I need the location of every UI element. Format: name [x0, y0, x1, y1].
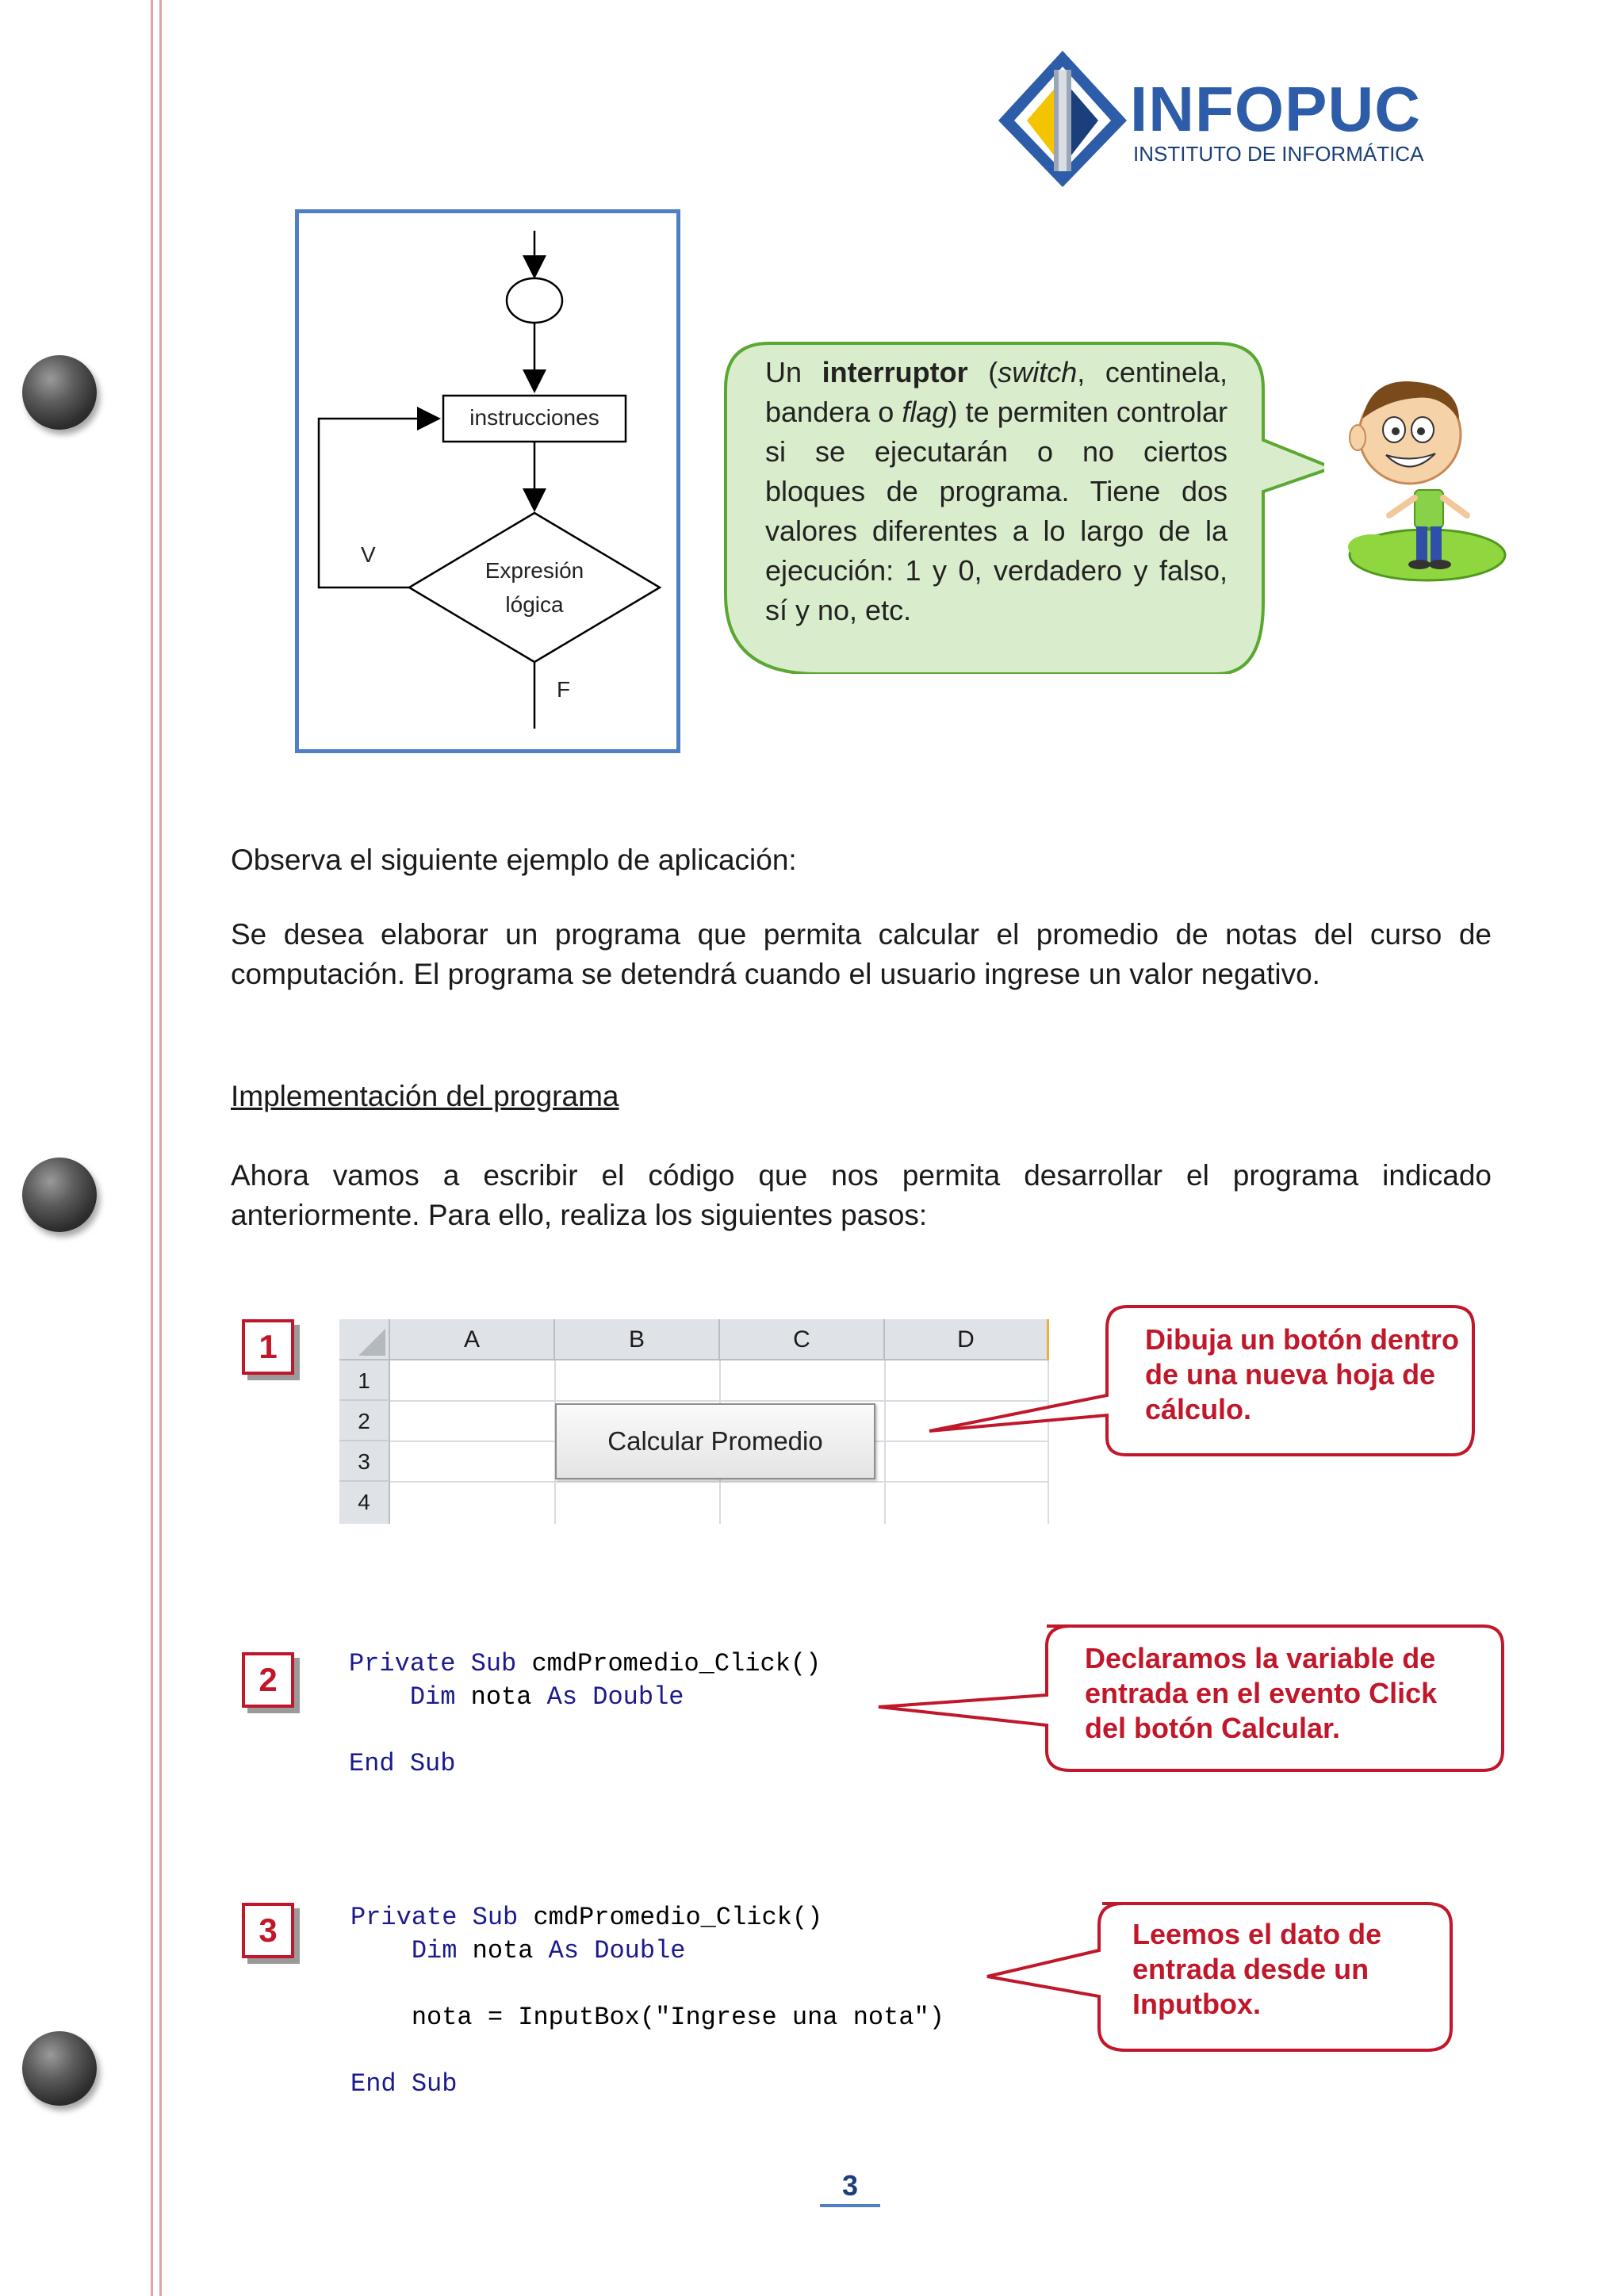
callout-3-text: Leemos el dato de entrada desde un Inputbox. — [1132, 1918, 1382, 2020]
margin-line-right — [159, 0, 162, 2296]
code-line-3 — [349, 1747, 821, 1781]
code-keyword: Double — [592, 1682, 684, 1712]
flowchart-true-label: V — [361, 542, 376, 567]
code-snippet-step-2 — [349, 1647, 821, 1781]
code-line-1 — [350, 1901, 944, 1934]
code-line-1 — [349, 1647, 821, 1681]
binder-hole-bottom — [22, 2031, 97, 2106]
bubble-text-start: Un — [765, 356, 822, 388]
problem-text: Se desea elaborar un programa que permita calcular el promedio de notas del curso de computación. El programa se detendrá cuando el usuario ingrese un valor negativo. — [231, 918, 1492, 990]
cartoon-boy-illustration — [1340, 371, 1507, 585]
logo-subtitle: INSTITUTO DE INFORMÁTICA — [1133, 142, 1424, 166]
bubble-text-bold: interruptor — [822, 356, 968, 388]
instructions-text: Ahora vamos a escribir el código que nos permita desarrollar el programa indicado anteriormente. Para ello, realiza los siguientes pasos: — [231, 1159, 1492, 1231]
row-header-4[interactable]: 4 — [339, 1482, 390, 1524]
section-heading: Implementación del programa — [231, 1080, 619, 1112]
flowchart-frame — [295, 209, 680, 753]
binder-hole-top — [22, 355, 97, 430]
logo-emblem-icon — [995, 48, 1130, 190]
callout-2-text: Declaramos la variable de entrada en el evento Click del botón Calcular. — [1085, 1642, 1438, 1744]
intro-text: Observa el siguiente ejemplo de aplicación: — [231, 844, 797, 876]
code-keyword: As — [548, 1936, 580, 1965]
flowchart-false-label: F — [557, 677, 571, 702]
sheet-corner — [339, 1319, 390, 1360]
code-line-3 — [350, 2001, 944, 2034]
logo-name: INFOPUC — [1130, 74, 1421, 144]
code-line-blank — [349, 1714, 821, 1747]
code-keyword: Private — [350, 1903, 458, 1932]
flowchart-process-label: instrucciones — [469, 405, 599, 430]
bubble-text-mid2: , centinela, bandera o — [765, 356, 1228, 428]
code-keyword: Dim — [409, 1682, 456, 1712]
code-line-blank — [350, 2034, 944, 2068]
bubble-text-italic1: switch — [998, 356, 1078, 388]
infopuc-logo — [995, 48, 1439, 190]
code-keyword: Sub — [470, 1649, 517, 1678]
flowchart-diagram — [299, 213, 676, 749]
bubble-text-mid1: ( — [967, 356, 998, 388]
code-keyword: Private — [349, 1649, 456, 1678]
flowchart-decision-line1: Expresión — [485, 558, 584, 583]
code-line-4 — [350, 2068, 944, 2101]
code-line-2 — [349, 1681, 821, 1714]
calcular-promedio-button[interactable]: Calcular Promedio — [555, 1403, 875, 1479]
select-all-icon — [339, 1319, 390, 1360]
code-snippet-step-3 — [350, 1901, 944, 2101]
flowchart-decision-line2: lógica — [505, 592, 564, 617]
speech-bubble-text — [765, 353, 1228, 630]
code-keyword: Double — [594, 1936, 686, 1965]
code-text: nota = InputBox("Ingrese una nota") — [411, 2003, 944, 2032]
code-line-blank — [350, 1968, 944, 2001]
code-keyword: End — [349, 1749, 395, 1778]
code-keyword: Dim — [411, 1936, 458, 1965]
code-text: cmdPromedio_Click() — [533, 1903, 823, 1932]
code-keyword: End — [350, 2069, 396, 2099]
code-line-2 — [350, 1934, 944, 1968]
step-3-badge: 3 — [242, 1903, 294, 1958]
row-header-3[interactable]: 3 — [339, 1441, 390, 1482]
bubble-text-italic2: flag — [902, 396, 948, 428]
row-header-1[interactable]: 1 — [339, 1360, 390, 1401]
binder-hole-middle — [22, 1158, 97, 1232]
step-2-badge: 2 — [242, 1652, 294, 1708]
code-text: nota — [472, 1936, 534, 1965]
callout-1-text: Dibuja un botón dentro de una nueva hoja de cálculo. — [1145, 1323, 1459, 1425]
bubble-text-end: ) te permiten controlar si se ejecutarán o no ciertos bloques de programa. Tiene dos valores diferentes a lo largo de la ejecución: 1 y 0, verdadero y falso, sí y no, etc. — [765, 396, 1228, 626]
code-keyword: Sub — [472, 1903, 519, 1932]
column-header-b[interactable]: B — [555, 1319, 720, 1360]
code-keyword: As — [546, 1682, 578, 1712]
row-header-2[interactable]: 2 — [339, 1401, 390, 1441]
column-header-d[interactable]: D — [885, 1319, 1049, 1360]
code-keyword: Sub — [409, 1749, 456, 1778]
column-header-a[interactable]: A — [390, 1319, 555, 1360]
step-1-badge: 1 — [242, 1319, 294, 1375]
code-keyword: Sub — [411, 2069, 458, 2099]
code-text: nota — [470, 1682, 532, 1712]
margin-line-left — [151, 0, 153, 2296]
page-number: 3 — [820, 2169, 880, 2207]
column-header-c[interactable]: C — [720, 1319, 885, 1360]
code-text: cmdPromedio_Click() — [531, 1649, 822, 1678]
